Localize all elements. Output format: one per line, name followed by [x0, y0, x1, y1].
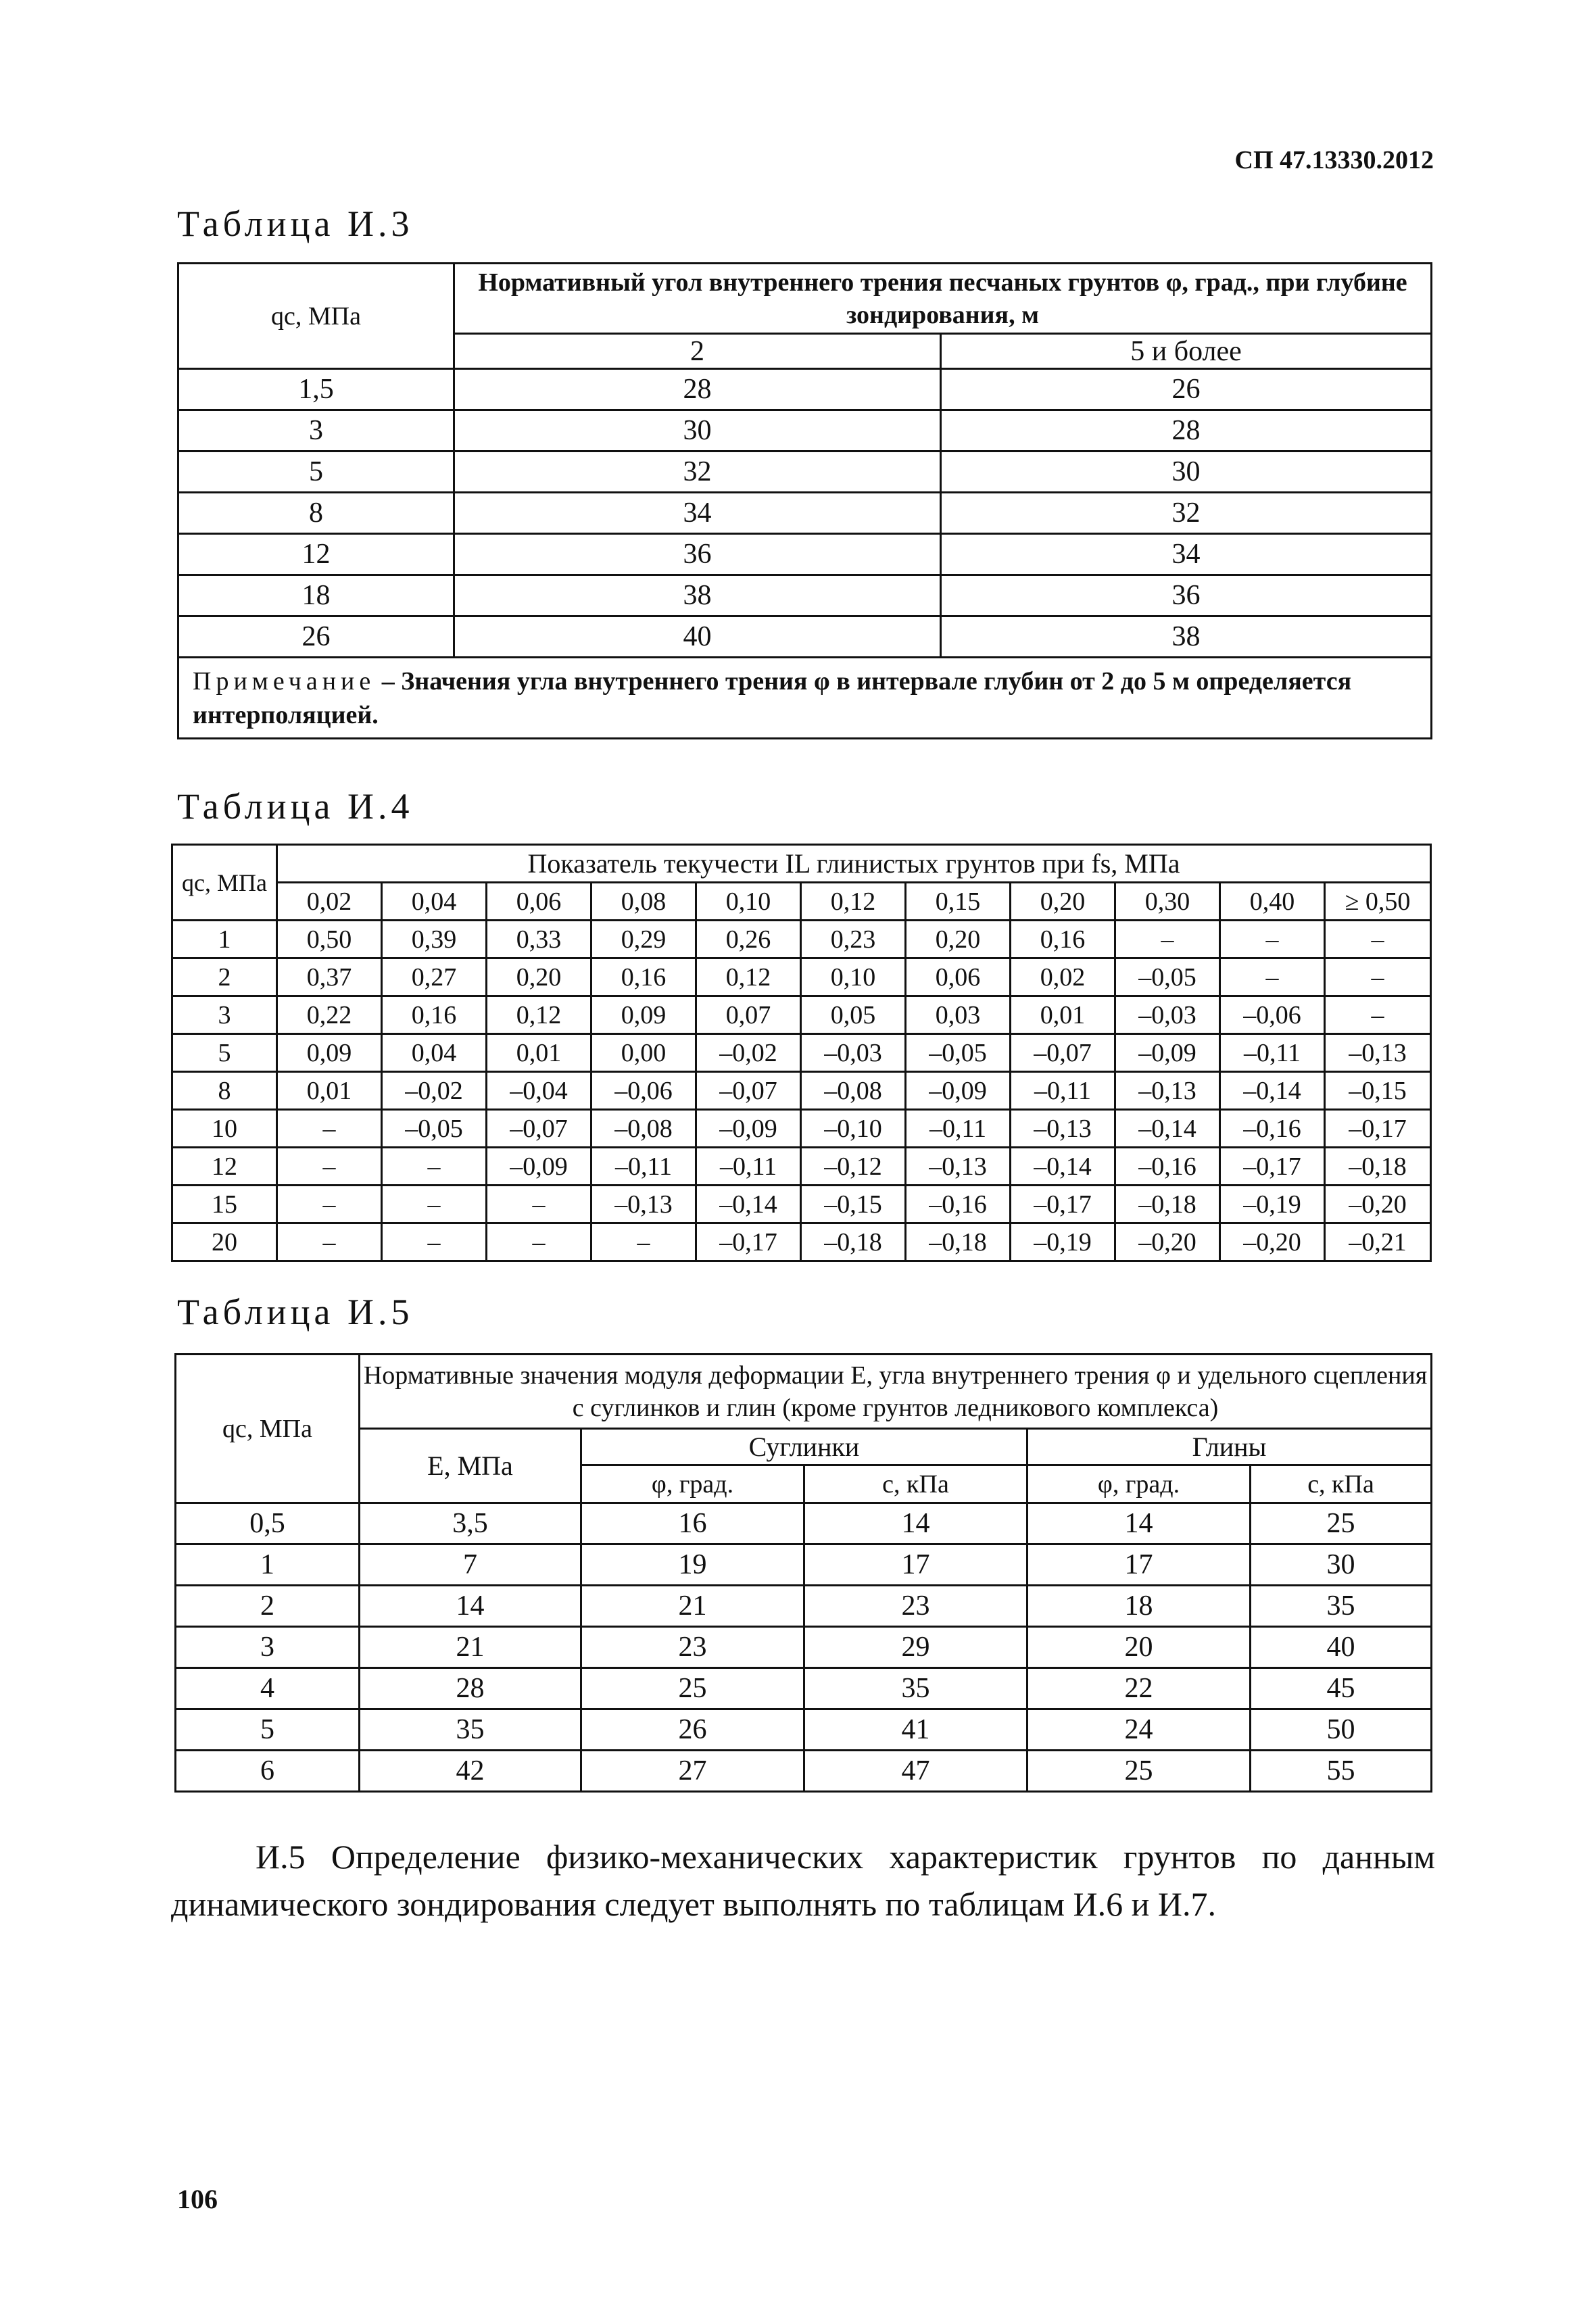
table-cell: 0,06 [906, 958, 1011, 996]
table-cell: –0,10 [801, 1110, 906, 1148]
table-cell: –0,13 [906, 1148, 1011, 1186]
table-cell: 32 [454, 452, 941, 493]
table-cell: 0,27 [382, 958, 487, 996]
table-cell: – [1115, 921, 1220, 958]
table-cell: –0,21 [1325, 1223, 1431, 1261]
table-cell: –0,14 [696, 1186, 801, 1223]
table-cell: 0,16 [382, 996, 487, 1034]
table-i3-title: Нормативный угол внутреннего трения песчаных грунтов φ, град., при глубине зондирования, м [454, 264, 1432, 334]
column-header: 0,08 [591, 883, 696, 921]
table-row [178, 493, 1432, 534]
table-cell: –0,17 [1011, 1186, 1115, 1223]
table-cell: 0,01 [277, 1072, 382, 1110]
column-header: 0,02 [277, 883, 382, 921]
table-cell: 0,12 [696, 958, 801, 996]
table-cell: 0,20 [487, 958, 591, 996]
table-cell: –0,18 [1325, 1148, 1431, 1186]
table-row [178, 410, 1432, 452]
table-row [178, 452, 1432, 493]
row-header-cell: 4 [176, 1668, 360, 1709]
table-cell: 38 [454, 575, 941, 616]
table-cell: –0,20 [1220, 1223, 1325, 1261]
table-cell: 3,5 [360, 1503, 581, 1544]
table-cell: –0,16 [1220, 1110, 1325, 1148]
table-cell: 29 [804, 1627, 1027, 1668]
table-cell: –0,19 [1011, 1223, 1115, 1261]
column-header: 0,04 [382, 883, 487, 921]
table-cell: 50 [1251, 1709, 1432, 1751]
table-cell: 25 [1251, 1503, 1432, 1544]
column-header: 5 и более [941, 334, 1432, 369]
column-header: 0,30 [1115, 883, 1220, 921]
page-number: 106 [177, 2184, 218, 2214]
table-cell: –0,04 [487, 1072, 591, 1110]
phi-header: φ, град. [1027, 1465, 1251, 1503]
table-cell: 34 [941, 534, 1432, 575]
table-cell: 0,05 [801, 996, 906, 1034]
table-cell: 34 [454, 493, 941, 534]
table-cell: 0,33 [487, 921, 591, 958]
table-cell: –0,14 [1011, 1148, 1115, 1186]
row-header-cell: 1 [176, 1544, 360, 1586]
table-cell: – [1325, 958, 1431, 996]
table-cell: 0,02 [1011, 958, 1115, 996]
row-header-cell: 8 [178, 493, 454, 534]
table-cell: – [382, 1223, 487, 1261]
c-header: c, кПа [1251, 1465, 1432, 1503]
table-i5-title: Нормативные значения модуля деформации E, угла внутреннего трения φ и удельного сцепления c суглинков и глин (кроме грунтов ледникового комплекса) [360, 1355, 1432, 1429]
table-cell: 0,26 [696, 921, 801, 958]
table-cell: 25 [1027, 1751, 1251, 1792]
table-cell: 0,23 [801, 921, 906, 958]
table-cell: 17 [1027, 1544, 1251, 1586]
table-cell: – [277, 1223, 382, 1261]
table-cell: 26 [941, 369, 1432, 410]
table-cell: – [591, 1223, 696, 1261]
table-i4-caption: Таблица И.4 [177, 786, 414, 827]
table-row [176, 1751, 1432, 1792]
table-cell: – [277, 1186, 382, 1223]
table-cell: 24 [1027, 1709, 1251, 1751]
row-header-cell: 5 [176, 1709, 360, 1751]
table-cell: 0,03 [906, 996, 1011, 1034]
table-cell: –0,18 [801, 1223, 906, 1261]
note-text: – Значения угла внутреннего трения φ в интервале глубин от 2 до 5 м определяется интерполяцией. [193, 666, 1352, 729]
clay-group-header: Глины [1027, 1429, 1432, 1465]
table-cell: –0,16 [906, 1186, 1011, 1223]
column-header: 0,40 [1220, 883, 1325, 921]
table-cell: –0,17 [696, 1223, 801, 1261]
table-cell: –0,13 [1115, 1072, 1220, 1110]
table-cell: 28 [941, 410, 1432, 452]
table-row [176, 1586, 1432, 1627]
table-cell: 0,12 [487, 996, 591, 1034]
table-cell: 23 [804, 1586, 1027, 1627]
table-cell: –0,20 [1115, 1223, 1220, 1261]
table-cell: – [277, 1148, 382, 1186]
table-cell: –0,05 [382, 1110, 487, 1148]
paragraph-i5: И.5 Определение физико-механических характеристик грунтов по данным динамического зондирования следует выполнять по таблицам И.6 и И.7. [171, 1838, 1435, 1923]
table-cell: –0,05 [906, 1034, 1011, 1072]
table-cell: –0,08 [801, 1072, 906, 1110]
table-cell: –0,07 [696, 1072, 801, 1110]
table-cell: 35 [804, 1668, 1027, 1709]
table-cell: – [1220, 958, 1325, 996]
table-cell: –0,11 [1220, 1034, 1325, 1072]
row-header-cell: 12 [172, 1148, 277, 1186]
row-header-cell: 26 [178, 616, 454, 658]
row-header-cell: 1,5 [178, 369, 454, 410]
table-cell: –0,17 [1325, 1110, 1431, 1148]
table-cell: 22 [1027, 1668, 1251, 1709]
table-row [172, 1072, 1431, 1110]
table-cell: 28 [454, 369, 941, 410]
table-cell: 0,10 [801, 958, 906, 996]
table-cell: 0,16 [1011, 921, 1115, 958]
row-header-cell: 15 [172, 1186, 277, 1223]
row-header-cell: 5 [178, 452, 454, 493]
table-cell: 55 [1251, 1751, 1432, 1792]
row-header-cell: 2 [172, 958, 277, 996]
table-cell: –0,03 [801, 1034, 906, 1072]
table-cell: –0,18 [906, 1223, 1011, 1261]
table-cell: –0,16 [1115, 1148, 1220, 1186]
table-cell: 20 [1027, 1627, 1251, 1668]
column-header: 0,15 [906, 883, 1011, 921]
table-cell: 0,01 [487, 1034, 591, 1072]
table-cell: 19 [581, 1544, 804, 1586]
table-cell: 36 [941, 575, 1432, 616]
qc-header: qc, МПа [172, 845, 277, 921]
table-cell: 0,09 [277, 1034, 382, 1072]
table-row [178, 369, 1432, 410]
table-row [172, 1148, 1431, 1186]
table-cell: –0,13 [1325, 1034, 1431, 1072]
row-header-cell: 3 [176, 1627, 360, 1668]
table-cell: 47 [804, 1751, 1027, 1792]
table-cell: 0,01 [1011, 996, 1115, 1034]
table-cell: 30 [454, 410, 941, 452]
table-cell: – [382, 1186, 487, 1223]
table-cell: 0,20 [906, 921, 1011, 958]
row-header-cell: 6 [176, 1751, 360, 1792]
phi-header: φ, град. [581, 1465, 804, 1503]
table-cell: 0,39 [382, 921, 487, 958]
qc-header: qc, МПа [178, 264, 454, 369]
table-cell: – [487, 1186, 591, 1223]
table-cell: 0,04 [382, 1034, 487, 1072]
table-cell: 28 [360, 1668, 581, 1709]
row-header-cell: 2 [176, 1586, 360, 1627]
table-cell: 16 [581, 1503, 804, 1544]
table-cell: – [487, 1223, 591, 1261]
row-header-cell: 5 [172, 1034, 277, 1072]
table-cell: 21 [581, 1586, 804, 1627]
table-cell: 27 [581, 1751, 804, 1792]
table-row [178, 534, 1432, 575]
table-cell: 35 [1251, 1586, 1432, 1627]
table-cell: 7 [360, 1544, 581, 1586]
table-cell: –0,06 [1220, 996, 1325, 1034]
table-cell: –0,13 [591, 1186, 696, 1223]
table-cell: 0,50 [277, 921, 382, 958]
row-header-cell: 1 [172, 921, 277, 958]
column-header: 0,12 [801, 883, 906, 921]
table-row [172, 1034, 1431, 1072]
table-cell: 45 [1251, 1668, 1432, 1709]
table-cell: 23 [581, 1627, 804, 1668]
table-cell: 17 [804, 1544, 1027, 1586]
table-cell: –0,09 [696, 1110, 801, 1148]
table-cell: –0,19 [1220, 1186, 1325, 1223]
row-header-cell: 3 [172, 996, 277, 1034]
table-cell: –0,08 [591, 1110, 696, 1148]
table-cell: 14 [804, 1503, 1027, 1544]
table-cell: –0,11 [1011, 1072, 1115, 1110]
table-cell: – [277, 1110, 382, 1148]
table-row [176, 1709, 1432, 1751]
table-cell: –0,15 [801, 1186, 906, 1223]
table-cell: –0,03 [1115, 996, 1220, 1034]
column-header: ≥ 0,50 [1325, 883, 1431, 921]
table-i3-note [178, 658, 1432, 739]
table-row [178, 616, 1432, 658]
loam-group-header: Суглинки [581, 1429, 1027, 1465]
table-cell: –0,11 [591, 1148, 696, 1186]
table-row [176, 1627, 1432, 1668]
table-cell: 18 [1027, 1586, 1251, 1627]
table-cell: 25 [581, 1668, 804, 1709]
table-cell: 0,29 [591, 921, 696, 958]
table-cell: 14 [360, 1586, 581, 1627]
table-cell: – [1325, 996, 1431, 1034]
note-label: Примечание [193, 666, 376, 696]
table-row [172, 958, 1431, 996]
column-header: 2 [454, 334, 941, 369]
table-cell: –0,12 [801, 1148, 906, 1186]
table-cell: –0,07 [1011, 1034, 1115, 1072]
e-header: E, МПа [360, 1429, 581, 1503]
table-cell: –0,07 [487, 1110, 591, 1148]
table-i3 [177, 262, 1432, 739]
table-cell: –0,02 [382, 1072, 487, 1110]
table-cell: 30 [941, 452, 1432, 493]
table-cell: 40 [1251, 1627, 1432, 1668]
table-cell: – [1325, 921, 1431, 958]
table-row [172, 996, 1431, 1034]
table-cell: –0,05 [1115, 958, 1220, 996]
table-cell: –0,20 [1325, 1186, 1431, 1223]
row-header-cell: 18 [178, 575, 454, 616]
table-cell: 14 [1027, 1503, 1251, 1544]
table-cell: 38 [941, 616, 1432, 658]
table-cell: –0,06 [591, 1072, 696, 1110]
table-cell: 0,22 [277, 996, 382, 1034]
table-i4 [171, 844, 1432, 1262]
table-cell: –0,15 [1325, 1072, 1431, 1110]
row-header-cell: 8 [172, 1072, 277, 1110]
table-cell: 35 [360, 1709, 581, 1751]
table-cell: 0,00 [591, 1034, 696, 1072]
table-i5-caption: Таблица И.5 [177, 1292, 414, 1332]
table-row [172, 1110, 1431, 1148]
table-cell: 42 [360, 1751, 581, 1792]
table-cell: –0,14 [1220, 1072, 1325, 1110]
row-header-cell: 3 [178, 410, 454, 452]
table-cell: –0,11 [906, 1110, 1011, 1148]
table-cell: 0,37 [277, 958, 382, 996]
table-cell: 36 [454, 534, 941, 575]
column-header: 0,10 [696, 883, 801, 921]
table-row [178, 575, 1432, 616]
c-header: c, кПа [804, 1465, 1027, 1503]
table-cell: –0,02 [696, 1034, 801, 1072]
table-cell: – [1220, 921, 1325, 958]
table-row [172, 1223, 1431, 1261]
table-i4-title: Показатель текучести IL глинистых грунтов при fs, МПа [277, 845, 1431, 883]
table-cell: 32 [941, 493, 1432, 534]
table-cell: –0,18 [1115, 1186, 1220, 1223]
table-cell: 30 [1251, 1544, 1432, 1586]
table-row [176, 1668, 1432, 1709]
table-cell: – [382, 1148, 487, 1186]
table-cell: –0,14 [1115, 1110, 1220, 1148]
table-cell: –0,13 [1011, 1110, 1115, 1148]
table-cell: –0,09 [487, 1148, 591, 1186]
table-cell: 26 [581, 1709, 804, 1751]
table-cell: –0,09 [906, 1072, 1011, 1110]
table-row [176, 1544, 1432, 1586]
row-header-cell: 20 [172, 1223, 277, 1261]
table-row [172, 921, 1431, 958]
table-cell: –0,11 [696, 1148, 801, 1186]
row-header-cell: 0,5 [176, 1503, 360, 1544]
table-row [176, 1503, 1432, 1544]
column-header: 0,20 [1011, 883, 1115, 921]
table-cell: 0,16 [591, 958, 696, 996]
row-header-cell: 10 [172, 1110, 277, 1148]
table-cell: –0,17 [1220, 1148, 1325, 1186]
table-i3-caption: Таблица И.3 [177, 203, 414, 244]
table-row [172, 1186, 1431, 1223]
table-cell: –0,09 [1115, 1034, 1220, 1072]
table-cell: 41 [804, 1709, 1027, 1751]
table-cell: 21 [360, 1627, 581, 1668]
qc-header: qc, МПа [176, 1355, 360, 1503]
table-i5 [174, 1353, 1432, 1793]
document-code: СП 47.13330.2012 [1234, 146, 1434, 174]
row-header-cell: 12 [178, 534, 454, 575]
table-cell: 0,09 [591, 996, 696, 1034]
column-header: 0,06 [487, 883, 591, 921]
table-cell: 0,07 [696, 996, 801, 1034]
table-cell: 40 [454, 616, 941, 658]
